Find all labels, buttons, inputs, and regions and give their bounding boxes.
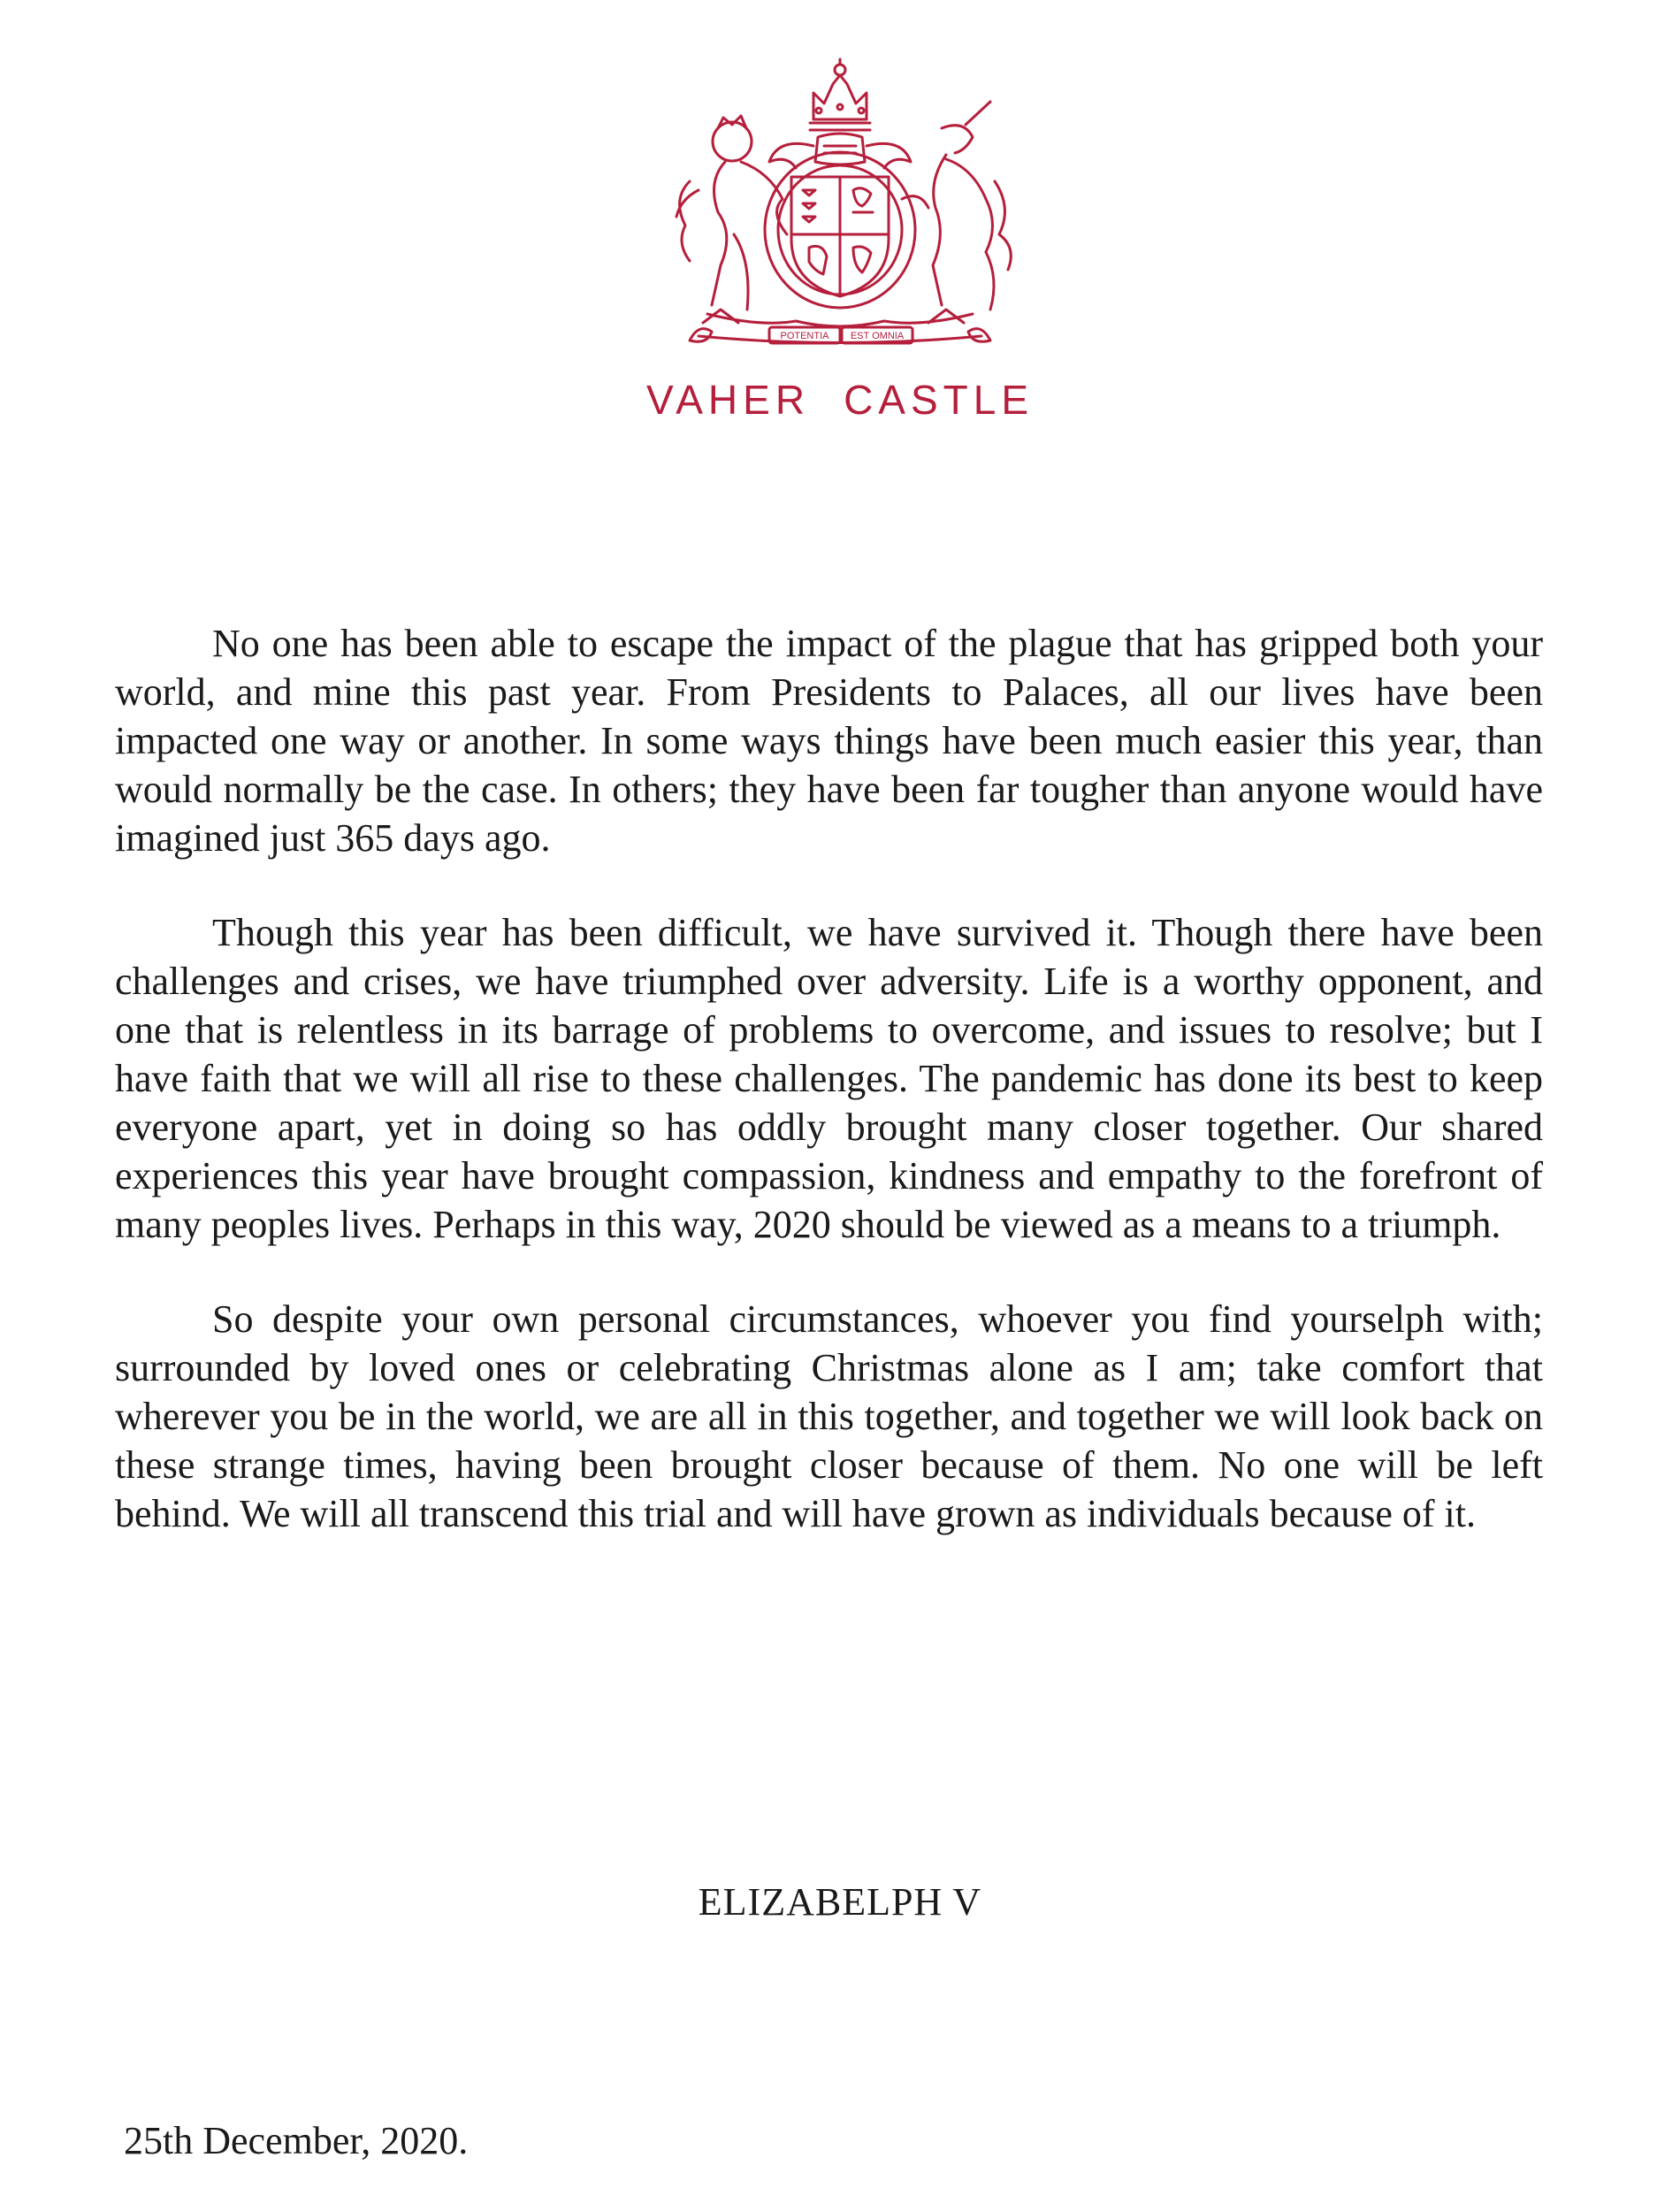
- crest-motto-right: EST OMNIA: [850, 331, 905, 341]
- letterhead-word-1: VAHER: [645, 377, 811, 423]
- letter-date: 25th December, 2020.: [124, 2119, 469, 2162]
- signature: ELIZABELPH V: [698, 1880, 982, 1924]
- crest-motto-left: POTENTIA: [780, 331, 829, 341]
- lion-supporter-icon: [676, 116, 787, 323]
- crown-icon: [810, 59, 870, 130]
- royal-coat-of-arms-icon: [637, 57, 1043, 363]
- letterhead-word-2: CASTLE: [844, 377, 1035, 423]
- letter-paragraph: No one has been able to escape the impact of the plague that has gripped both your world, and mine this past year. From Presidents to Palaces, all our lives have been impacted one way or another. In some ways things have been much easier this year, than would normally be the case. In others; they have been far tougher than anyone would have imagined just 365 days ago.: [115, 622, 1543, 860]
- letter-body: [115, 619, 1543, 1584]
- letter-paragraph: So despite your own personal circumstances, whoever you find yourselph with; surrounded by loved ones or celebrating Christmas alone as I am; take comfort that wherever you be in the world, we are all in this together, and together we will look back on these strange times, having been brought closer because of them. No one will be left behind. We will all transcend this trial and will have grown as individuals because of it.: [115, 1297, 1543, 1535]
- unicorn-supporter-icon: [902, 102, 1011, 323]
- letterhead-title: [0, 376, 1680, 424]
- letter-paragraph: Though this year has been difficult, we have survived it. Though there have been challenges and crises, we have triumphed over adversity. Life is a worthy opponent, and one that is relentless in its barrage of problems to overcome, and issues to resolve; but I have faith that we will all rise to these challenges. The pandemic has done its best to keep everyone apart, yet in doing so has oddly brought many closer together. Our shared experiences this year have brought compassion, kindness and empathy to the forefront of many peoples lives. Perhaps in this way, 2020 should be viewed as a means to a triumph.: [115, 911, 1543, 1246]
